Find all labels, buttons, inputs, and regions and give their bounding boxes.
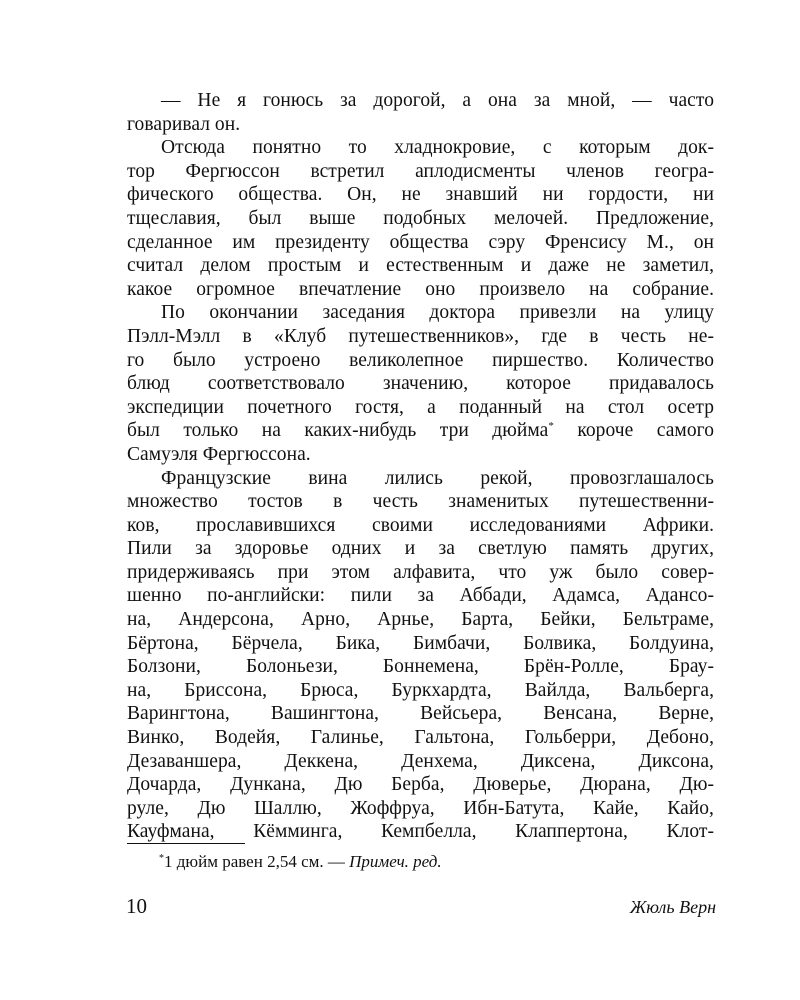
text-line: множество тостов в честь знаменитых путешественни- [127, 491, 714, 513]
footnote-divider [127, 843, 245, 844]
footnote-mark: * [159, 853, 164, 864]
text-line: экспедиции почетного гостя, а поданный на стол осетр [127, 396, 714, 418]
text-line: считал делом простым и естественным и даже не заметил, [127, 255, 714, 277]
text-line: на, Андерсона, Арно, Арнье, Барта, Бейки, Бельтраме, [127, 609, 714, 631]
text-line: Отсюда понятно то хладнокровие, с которым док- [161, 137, 714, 159]
text-line: ков, прославившихся своими исследованиями Африки. [127, 514, 714, 536]
footnote-text: 1 дюйм равен 2,54 см. — [164, 852, 350, 871]
text-line: Варингтона, Вашингтона, Вейсьера, Венсана, Верне, [127, 703, 714, 725]
text-line: шенно по-английски: пили за Аббади, Адамса, Адансо- [127, 585, 714, 607]
text-line: блюд соответствовало значению, которое придавалось [127, 373, 714, 395]
text-line: сделанное им президенту общества сэру Френсису М., он [127, 231, 714, 253]
text-line: — Не я гонюсь за дорогой, а она за мной, — часто [161, 90, 714, 111]
text-line: По окончании заседания доктора привезли на улицу [161, 302, 714, 324]
text-line-with-footnote-ref [127, 419, 714, 443]
text-line: фического общества. Он, не знавший ни гордости, ни [127, 184, 714, 206]
running-title: Жюль Верн [629, 897, 716, 917]
text-line: Самуэля Фергюссона. [127, 443, 311, 465]
text-line: придерживаясь при этом алфавита, что уж было совер- [127, 561, 714, 583]
page-number: 10 [126, 894, 147, 918]
text-line: тор Фергюссон встретил аплодисменты членов геогра- [127, 160, 714, 182]
text-line: какое огромное впечатление оно произвело на собрание. [127, 278, 714, 300]
text-line: Дочарда, Дункана, Дю Берба, Дюверье, Дюрана, Дю- [127, 774, 714, 796]
footnote [159, 851, 442, 873]
text-line: говаривал он. [127, 113, 241, 135]
text-line-head: был только на каких-нибудь три дюйма [127, 420, 549, 442]
footnote-reference: * [548, 420, 554, 433]
text-line: руле, Дю Шаллю, Жоффруа, Ибн-Батута, Кайе, Кайо, [127, 797, 714, 819]
text-line: го было устроено великолепное пиршество. Количество [127, 349, 714, 371]
footnote-editor-note: Примеч. ред. [349, 852, 442, 871]
text-line: тщеславия, был выше подобных мелочей. Предложение, [127, 207, 714, 229]
text-line: Винко, Водейя, Галинье, Гальтона, Гольберри, Дебоно, [127, 727, 714, 749]
text-line: Кауфмана, Кёмминга, Кемпбелла, Клаппертона, Клот- [127, 821, 714, 843]
text-line: Болзони, Болоньези, Боннемена, Брён-Ролле, Брау- [127, 656, 714, 678]
body-text [127, 89, 714, 844]
text-line: на, Бриссона, Брюса, Буркхардта, Вайлда, Вальберга, [127, 679, 714, 701]
text-line: Пили за здоровье одних и за светлую память других, [127, 538, 714, 560]
text-line: Дезаваншера, Деккена, Денхема, Диксена, Диксона, [127, 750, 714, 772]
text-line: Пэлл-Мэлл в «Клуб путешественников», где в честь не- [127, 325, 714, 347]
text-line-tail: короче самого [553, 420, 714, 442]
text-line: Бёртона, Бёрчела, Бика, Бимбачи, Болвика, Болдуина, [127, 632, 714, 654]
text-line: Французские вина лились рекой, провозглашалось [161, 467, 714, 489]
